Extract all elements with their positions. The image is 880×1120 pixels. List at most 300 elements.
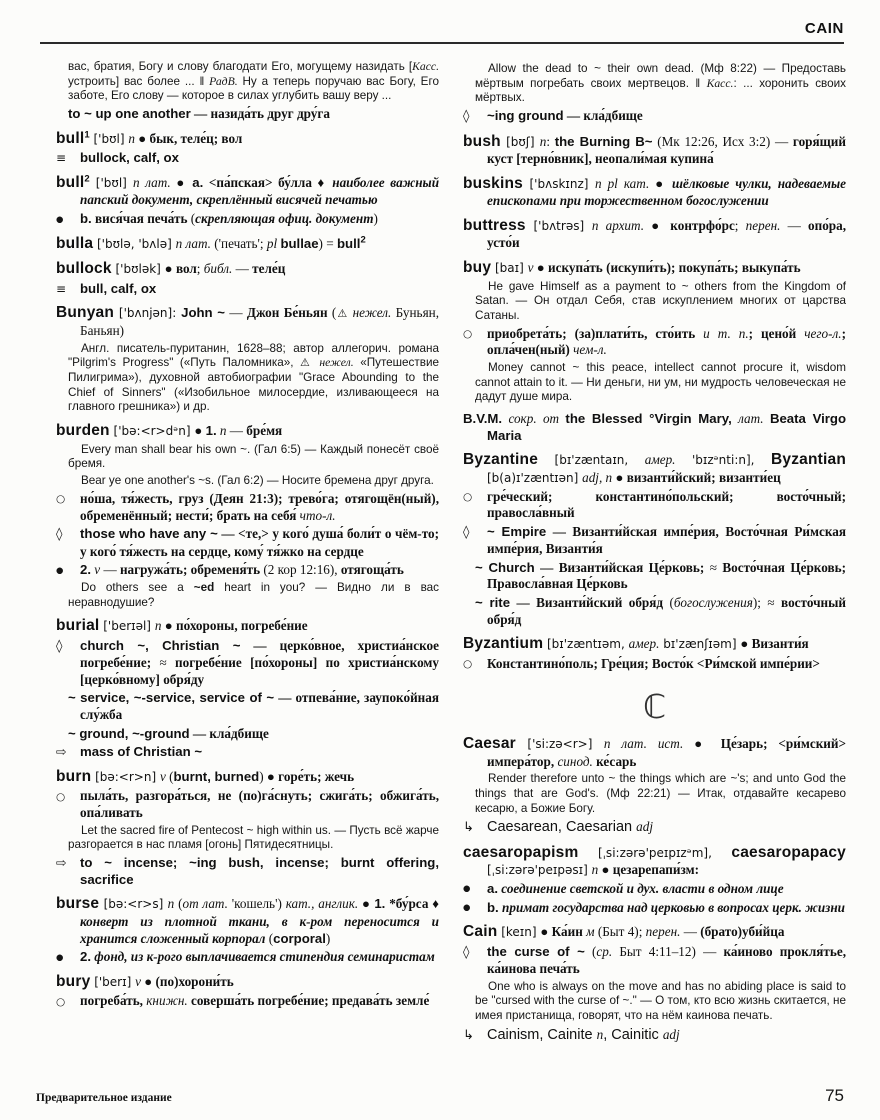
text-segment: ; bbox=[196, 261, 204, 277]
text-segment: (по)хорони́ть bbox=[155, 973, 234, 989]
text-segment: ке́сарь bbox=[592, 753, 637, 769]
headword: Caesar bbox=[463, 735, 516, 753]
text-segment: нагружа́ть; обременя́ть bbox=[119, 562, 261, 578]
text-segment: — bbox=[680, 924, 701, 940]
text-segment: mass of Christian ~ bbox=[80, 744, 203, 760]
text-segment: burnt, burned bbox=[173, 768, 260, 784]
text-segment: Bear ye one another's ~s. (Гал 6:2) — Носите бремена друг друга. bbox=[81, 474, 434, 488]
synonyms-line bbox=[56, 150, 439, 167]
text-segment: ♦ bbox=[311, 174, 333, 190]
loz-marker-icon: ◊ bbox=[463, 944, 470, 960]
text-segment: Буньян, Баньян) bbox=[80, 305, 439, 338]
text-segment: ● bbox=[612, 469, 627, 485]
idiom-line bbox=[56, 638, 439, 689]
derived-words-line bbox=[463, 1026, 846, 1044]
text-segment: <па́пская> бу́лла bbox=[208, 174, 312, 190]
text-segment: n bbox=[219, 423, 227, 439]
dict-entry-burial bbox=[56, 616, 439, 636]
text-segment: по́хороны, погребе́ние bbox=[175, 618, 308, 634]
text-segment: ( bbox=[663, 595, 674, 611]
text-segment: bullock, calf, ox bbox=[80, 150, 179, 166]
text-segment: — Византи́йский обря́д bbox=[510, 595, 664, 611]
text-segment: но́ша, тя́жесть, груз (Деян 21:3); трево́га; отягощён(ный), обременённый; нести́; брать на себя́ bbox=[80, 490, 439, 523]
idiom-line bbox=[463, 524, 846, 558]
text-segment: конверт из плотной ткани, в к-ром переносится и хранится сложенный корпорал bbox=[80, 913, 439, 946]
text-segment: adj, n bbox=[582, 469, 613, 485]
dict-entry-buttress bbox=[463, 216, 846, 252]
headword: caesaropapacy bbox=[731, 843, 846, 861]
text-segment: Ка́ин bbox=[551, 924, 583, 940]
headword: bulla bbox=[56, 234, 94, 252]
section-letter-c bbox=[463, 686, 846, 728]
dot-marker-icon: ● bbox=[56, 565, 64, 576]
content-columns bbox=[56, 60, 846, 1060]
text-segment: Let the sacred fire of Pentecost ~ high within us. — Пусть всё жарче разгорается в нас пламя [огонь] Пятидесятницы. bbox=[68, 823, 439, 852]
text-segment: the Burning B~ bbox=[554, 133, 653, 149]
text-segment: Англ. писатель-пуританин, 1628–88; автор аллегорич. романа "Pilgrim's Progress" («Путь Паломника», bbox=[68, 341, 439, 370]
text-segment: (2 кор 12:16), bbox=[260, 562, 341, 578]
circ-marker-icon: ○ bbox=[463, 328, 473, 341]
text-segment: 1. bbox=[205, 423, 217, 439]
text-segment: искупа́ть (искупи́ть); покупа́ть; выкупа́ть bbox=[548, 260, 801, 275]
extra-translations bbox=[463, 489, 846, 522]
text-segment: ['berɪəl] bbox=[99, 619, 155, 634]
text-segment: : bbox=[546, 133, 555, 149]
text-segment: библ. bbox=[203, 261, 233, 277]
dot-marker-icon: ● bbox=[463, 884, 471, 895]
headword: bullock bbox=[56, 260, 112, 278]
text-segment: ● bbox=[358, 896, 375, 912]
text-segment: Do others see a bbox=[81, 580, 194, 594]
text-segment: Every man shall bear his own ~. (Гал 6:5) — Каждый понесёт своё бремя. bbox=[68, 442, 439, 471]
headword: burial bbox=[56, 617, 100, 635]
text-segment: Cainism, Cainite bbox=[487, 1026, 597, 1043]
bold-phrase bbox=[68, 690, 439, 723]
headword: burse bbox=[56, 895, 100, 913]
dict-entry-burse bbox=[56, 894, 439, 947]
example-quote bbox=[475, 980, 846, 1024]
text-segment: погребе́ние [по́хороны] по христиа́нскому [церко́вному] обря́ду bbox=[80, 655, 439, 687]
eq-marker-icon: ≡ bbox=[56, 151, 67, 166]
text-segment: ● bbox=[649, 175, 672, 191]
text-segment: ка́иново прокля́тье, ка́инова печа́ть bbox=[487, 943, 846, 977]
text-segment: — кла́дбище bbox=[563, 108, 643, 124]
text-segment: ● bbox=[644, 217, 671, 233]
dot-marker-icon: ● bbox=[56, 952, 64, 963]
idiom-line bbox=[463, 108, 846, 125]
circ-marker-icon: ○ bbox=[56, 995, 66, 1008]
text-segment: the Blessed °Virgin Mary, bbox=[565, 411, 732, 427]
text-segment: ● bbox=[164, 261, 176, 277]
text-segment: ['bʊlə, 'bʌlə] bbox=[93, 236, 176, 251]
text-segment: b. bbox=[487, 899, 499, 915]
circ-marker-icon: ○ bbox=[56, 493, 66, 506]
text-segment: ~ Church bbox=[475, 559, 535, 575]
text-segment: — назида́ть друг дру́га bbox=[190, 106, 330, 122]
sense-line bbox=[56, 562, 439, 579]
text-segment: heart in you? — Видно ли в вас неравнодушие? bbox=[68, 580, 439, 609]
text-segment: ~ rite bbox=[475, 595, 511, 611]
text-segment: ℂ bbox=[642, 687, 667, 727]
dict-entry-burn bbox=[56, 767, 439, 787]
synonyms-line bbox=[56, 281, 439, 298]
text-segment: the curse of ~ bbox=[487, 943, 585, 959]
text-segment: примат государства над церковью в вопросах церк. жизни bbox=[502, 899, 845, 915]
text-segment: 1 bbox=[84, 129, 90, 141]
left-column bbox=[56, 60, 439, 1060]
example-quote bbox=[68, 474, 439, 489]
dict-entry-buskins bbox=[463, 174, 846, 210]
text-segment: скрепляющая офиц. документ bbox=[195, 211, 374, 227]
text-segment: 2. bbox=[80, 949, 91, 965]
text-segment: бык, теле́ц; вол bbox=[149, 130, 243, 146]
text-segment: наиболее важный папский документ, скреплённый висячей печатью bbox=[80, 174, 440, 208]
sense-line bbox=[463, 881, 846, 898]
bold-phrase bbox=[68, 106, 439, 123]
sense-line bbox=[56, 949, 439, 966]
text-segment: v bbox=[527, 260, 534, 275]
dict-entry-caesaropapism bbox=[463, 843, 846, 879]
text-segment: Касс. bbox=[412, 60, 439, 73]
text-segment: ['berɪ] bbox=[90, 974, 136, 989]
text-segment: ['bʌnjən]: bbox=[114, 306, 182, 321]
text-segment: «Путешествие Пилигрима»), духовной автобиографии "Grace Abounding to the Chief of Sinners" («Изобильное милосердие, изливающееся на главного грешника») и др. bbox=[68, 356, 439, 414]
headword: buttress bbox=[463, 216, 526, 234]
text-segment: 1. bbox=[374, 896, 386, 912]
text-segment: to ~ up one another bbox=[68, 106, 191, 122]
right-column bbox=[463, 60, 846, 1060]
text-segment: ● bbox=[134, 130, 150, 146]
text-segment: corporal bbox=[273, 930, 326, 946]
text-segment: ( bbox=[174, 896, 183, 912]
text-segment: ● bbox=[533, 260, 549, 275]
text-segment: (Мк 12:26, Исх 3:2) — bbox=[652, 133, 793, 149]
text-segment: м bbox=[586, 924, 595, 940]
text-segment: и т. п. bbox=[703, 325, 749, 341]
text-segment: [bɪ'zæntaɪn, bbox=[538, 453, 645, 468]
der-marker-icon: ↳ bbox=[463, 820, 474, 836]
text-segment: He gave Himself as a payment to ~ others from the Kingdom of Satan. — Он отдал Себя, став искуплением многих от царства Сатаны. bbox=[475, 279, 846, 322]
text-segment: — bbox=[232, 261, 253, 277]
headword: bull bbox=[56, 129, 85, 147]
text-segment: ( bbox=[165, 768, 174, 784]
text-segment: n bbox=[596, 1026, 604, 1042]
text-segment: нежел. bbox=[348, 305, 392, 321]
text-segment: кат., англик. bbox=[285, 896, 359, 912]
text-segment: горе́ть; жечь bbox=[278, 768, 355, 784]
example-quote bbox=[68, 581, 439, 610]
text-segment: сокр. от bbox=[508, 411, 560, 427]
text-segment: [bə:<r>n] bbox=[91, 769, 160, 784]
bold-phrase bbox=[68, 726, 439, 743]
text-segment: ; bbox=[734, 217, 746, 233]
headword: Cain bbox=[463, 923, 498, 941]
text-segment: Византи́я bbox=[751, 636, 809, 652]
text-segment: восто́чный обря́д bbox=[487, 595, 846, 627]
text-segment: книжн. bbox=[146, 993, 188, 1009]
text-segment: [bə:<r>s] bbox=[99, 897, 168, 912]
text-segment: John ~ bbox=[181, 305, 226, 321]
text-segment: v bbox=[135, 973, 141, 989]
dict-entry-bvm bbox=[463, 411, 846, 444]
text-segment: отягоща́ть bbox=[340, 562, 404, 578]
text-segment: цезарепапи́зм: bbox=[612, 862, 699, 878]
text-segment: — bbox=[225, 305, 247, 321]
text-segment: опо́ра, усто́и bbox=[487, 217, 847, 251]
loz-marker-icon: ◊ bbox=[56, 638, 63, 654]
example-quote bbox=[68, 443, 439, 472]
text-segment: — bbox=[780, 217, 808, 233]
dict-entry-bull-1 bbox=[56, 129, 439, 149]
headword: burden bbox=[56, 422, 110, 440]
text-segment: 'bɪzᵊnti:n], bbox=[675, 453, 771, 468]
text-segment: (брато)уби́йца bbox=[700, 924, 785, 940]
text-segment: bull, calf, ox bbox=[80, 280, 157, 296]
text-segment: — Византи́йская импе́рия, Восто́чная Ри́мская импе́рия, Византи́я bbox=[487, 523, 846, 557]
text-segment: (Быт 4); bbox=[594, 924, 646, 940]
text-segment: n bbox=[154, 618, 162, 634]
extra-translations bbox=[463, 656, 846, 673]
circ-marker-icon: ○ bbox=[56, 790, 66, 803]
text-segment: ['bə:<r>dᵊn] bbox=[109, 424, 195, 439]
text-segment: амер. bbox=[644, 452, 676, 468]
text-segment: ~ ground, ~-ground bbox=[68, 725, 190, 741]
text-segment: ( bbox=[265, 930, 274, 946]
dict-entry-buy bbox=[463, 258, 846, 278]
text-segment: adj bbox=[662, 1026, 680, 1042]
text-segment: погреба́ть, bbox=[80, 993, 147, 1009]
arr-marker-icon: ⇨ bbox=[56, 855, 67, 871]
text-segment: n bbox=[128, 130, 135, 146]
text-segment: n bbox=[591, 862, 599, 878]
text-segment: ); ≈ bbox=[752, 595, 782, 611]
dict-entry-byzantine bbox=[463, 450, 846, 486]
text-segment: Ну а теперь поручаю вас Богу, Его заботе, Его слову — которое в силах углубить вашу веру ... bbox=[68, 74, 439, 103]
text-segment: ['si:zə<r>] bbox=[515, 737, 604, 752]
text-segment: v bbox=[94, 562, 101, 578]
text-segment: византи́йский; византи́ец bbox=[626, 469, 781, 485]
text-segment: фонд, из к-рого выплачивается стипендия семинаристам bbox=[94, 949, 435, 965]
text-segment: bull bbox=[336, 235, 361, 251]
text-segment: Джон Бе́ньян bbox=[246, 305, 328, 321]
sense-line bbox=[56, 211, 439, 228]
text-segment: [bʊʃ] bbox=[500, 134, 540, 149]
text-segment: n лат. ист. bbox=[603, 736, 684, 752]
headword: Byzantium bbox=[463, 635, 544, 653]
text-segment: [b(a)ɪ'zæntɪən] bbox=[487, 470, 583, 485]
text-segment: n лат. bbox=[132, 174, 171, 190]
text-segment: Це́зарь; <ри́мский> импера́тор, bbox=[487, 736, 847, 769]
text-segment: чем-л. bbox=[573, 342, 607, 358]
text-segment: ['bʌtrəs] bbox=[525, 218, 592, 233]
text-segment: ● bbox=[161, 618, 176, 634]
text-segment: ~ed bbox=[193, 580, 215, 594]
text-segment: лат. bbox=[738, 411, 764, 427]
text-segment: теле́ц bbox=[252, 261, 286, 277]
text-segment: богослужения bbox=[673, 595, 753, 611]
page-header bbox=[40, 20, 844, 44]
text-segment: [bɪ'zæntɪəm, bbox=[543, 637, 629, 652]
text-segment: чего-л. bbox=[804, 325, 842, 341]
text-segment: амер. bbox=[628, 636, 660, 652]
text-segment: Касс. bbox=[706, 76, 734, 90]
headword: Byzantian bbox=[770, 451, 846, 469]
page-number: 75 bbox=[825, 1086, 844, 1105]
text-segment: ( bbox=[187, 211, 196, 227]
loz-marker-icon: ◊ bbox=[463, 109, 470, 125]
bold-phrase bbox=[475, 560, 846, 593]
dict-entry-burden bbox=[56, 421, 439, 441]
text-segment: 'кошель') bbox=[227, 896, 286, 912]
see-also-line bbox=[56, 744, 439, 761]
text-segment: ( bbox=[584, 943, 597, 959]
text-segment: — церко́вное, христиа́нское погребе́ние; bbox=[80, 637, 439, 671]
text-segment: ≈ bbox=[151, 655, 176, 671]
text-segment: ) bbox=[325, 930, 331, 946]
text-segment: контрфо́рс bbox=[670, 217, 735, 233]
text-segment: шёлковые чулки, надеваемые епископами при торжественном богослужении bbox=[487, 175, 846, 209]
text-segment: [ˌsi:zərə'peɪpəsɪ] bbox=[487, 863, 592, 878]
text-segment: ~ Empire bbox=[487, 523, 547, 539]
text-segment: вися́чая печа́ть bbox=[95, 211, 188, 227]
text-segment: что-л. bbox=[299, 507, 336, 523]
text-segment: One who is always on the move and has no abiding place is said to be "cursed with the curse of ~." — О том, кто всю жизнь скитается, не имея пристанища, говорят, что на нём каинова печать. bbox=[475, 979, 846, 1023]
text-segment: бре́мя bbox=[246, 423, 283, 439]
text-segment: [baɪ] bbox=[491, 261, 528, 275]
extra-translations bbox=[56, 993, 439, 1010]
text-segment: , Cainitic bbox=[603, 1026, 663, 1043]
text-segment: pl bbox=[266, 235, 278, 251]
text-segment: ≈ bbox=[704, 559, 723, 575]
text-segment: to ~ incense; ~ing bush, incense; burnt offering, sacrifice bbox=[80, 855, 439, 887]
encyclopedic-note bbox=[68, 342, 439, 416]
text-segment: перен. bbox=[645, 924, 681, 940]
text-segment: РадВ. bbox=[209, 74, 238, 88]
warning-icon: ⚠ bbox=[300, 356, 314, 370]
headword: bury bbox=[56, 972, 91, 990]
text-segment: приобрета́ть; (за)плати́ть, сто́ить bbox=[487, 325, 704, 341]
loz-marker-icon: ◊ bbox=[463, 524, 470, 540]
text-segment: Render therefore unto ~ the things which are ~'s; and unto God the things that are God's. (Мф 22:21) — Итак, отдавайте кесарево кесарю, а Божие Богу. bbox=[475, 772, 846, 815]
text-segment: соверша́ть погребе́ние; предава́ть земле́ bbox=[187, 993, 430, 1009]
text-segment: ● bbox=[170, 174, 193, 190]
text-segment: a. bbox=[487, 880, 498, 896]
text-segment: n архит. bbox=[591, 217, 645, 233]
extra-translations bbox=[463, 326, 846, 359]
text-segment: b. bbox=[80, 211, 92, 227]
example-quote bbox=[475, 361, 846, 405]
text-segment: those who have any ~ bbox=[80, 526, 218, 542]
text-segment: church ~, Christian ~ bbox=[80, 637, 241, 653]
example-quote bbox=[68, 824, 439, 853]
text-segment: вол bbox=[175, 261, 197, 277]
der-marker-icon: ↳ bbox=[463, 1027, 474, 1043]
dict-entry-bury bbox=[56, 972, 439, 992]
idiom-line bbox=[56, 526, 439, 560]
text-segment: Money cannot ~ this peace, intellect cannot procure it, wisdom cannot attain to it. — Ни деньги, ни ум, ни мудрость человеческая не дадут душе мира. bbox=[475, 360, 846, 404]
dict-entry-bush bbox=[463, 132, 846, 168]
text-segment: Константино́поль; Гре́ция; Восто́к <Ри́мской импе́рии> bbox=[487, 655, 820, 671]
arr-marker-icon: ⇨ bbox=[56, 744, 67, 760]
text-segment: — Византи́йская Це́рковь; bbox=[534, 559, 705, 575]
dict-entry-bunyan bbox=[56, 303, 439, 339]
text-segment: Beata Virgo Maria bbox=[487, 411, 847, 443]
bold-phrase bbox=[475, 595, 846, 628]
text-segment: Быт 4:11–12) — bbox=[612, 943, 724, 959]
text-segment: ['bʊl] bbox=[89, 175, 133, 190]
text-segment: ['bʊlək] bbox=[111, 262, 165, 277]
text-segment: ~ing ground bbox=[487, 108, 564, 124]
text-segment: — отпева́ние, заупоко́йная слу́жба bbox=[80, 690, 439, 723]
text-segment: ● bbox=[194, 423, 206, 439]
text-segment: a. bbox=[192, 174, 204, 190]
text-segment: устроить] вас более ... ‖ bbox=[68, 74, 210, 88]
example-quote bbox=[475, 280, 846, 324]
text-segment: от лат. bbox=[182, 896, 228, 912]
headword: buy bbox=[463, 259, 492, 276]
dict-entry-cain bbox=[463, 922, 846, 942]
running-head: CAIN bbox=[804, 20, 844, 37]
text-segment: Caesarean, Caesarian bbox=[487, 819, 637, 836]
dict-entry-bulla bbox=[56, 234, 439, 254]
loz-marker-icon: ◊ bbox=[56, 527, 63, 543]
text-segment: ● bbox=[540, 924, 552, 940]
text-segment: n bbox=[539, 133, 547, 149]
dot-marker-icon: ● bbox=[56, 214, 64, 225]
text-segment: Allow the dead to ~ their own dead. (Мф 8:22) — Предоставь мёртвым погребать своих мертвецов. ‖ bbox=[475, 62, 846, 90]
circ-marker-icon: ○ bbox=[463, 658, 473, 671]
text-segment: ) ● bbox=[259, 768, 279, 784]
extra-translations bbox=[56, 491, 439, 524]
text-segment: ('печать'; bbox=[210, 235, 267, 251]
example-quote bbox=[475, 62, 846, 106]
text-segment: нежел. bbox=[313, 356, 354, 370]
headword: Byzantine bbox=[463, 451, 539, 469]
headword: Bunyan bbox=[56, 304, 115, 322]
text-segment: ; цено́й bbox=[748, 325, 805, 341]
text-segment: вас, братия, Богу и слову благодати Его, могущему назидать [ bbox=[68, 60, 413, 73]
text-segment: Восто́чная Це́рковь; Правосла́вная Це́рковь bbox=[487, 559, 846, 592]
see-also-line bbox=[56, 855, 439, 888]
edition-note: Предварительное издание bbox=[36, 1092, 172, 1104]
text-segment: пыла́ть, разгора́ться, не (по)га́снуть; сжига́ть; обжига́ть, опа́ливать bbox=[80, 788, 439, 821]
text-segment: ♦ bbox=[428, 896, 439, 912]
text-segment: ( bbox=[327, 305, 337, 321]
headword: bull bbox=[56, 173, 85, 191]
text-segment: ['bʊl] bbox=[89, 131, 129, 146]
text-segment: : ... хоронить своих мёртвых. bbox=[475, 76, 846, 105]
text-segment: ~ service, ~-service, service of ~ bbox=[68, 690, 275, 706]
text-segment: ['bʌskɪnz] bbox=[522, 176, 595, 191]
continuation-paragraph bbox=[68, 60, 439, 104]
text-segment: перен. bbox=[745, 217, 781, 233]
text-segment: n pl кат. bbox=[594, 175, 650, 191]
text-segment: 2 bbox=[360, 234, 366, 246]
headword: caesaropapism bbox=[463, 843, 579, 861]
text-segment: соединение светской и дух. власти в одном лице bbox=[501, 880, 784, 896]
text-segment: 2 bbox=[84, 173, 90, 185]
text-segment: [keɪn] bbox=[497, 925, 541, 940]
text-segment: синод. bbox=[557, 753, 593, 769]
text-segment: горя́щий куст [терно́вник], неопали́мая купина́ bbox=[487, 133, 846, 167]
warning-icon: ⚠ bbox=[336, 307, 349, 321]
text-segment: — кла́дбище bbox=[189, 725, 269, 741]
text-segment: ) = bbox=[318, 235, 337, 251]
dict-entry-caesar bbox=[463, 734, 846, 770]
derived-words-line bbox=[463, 818, 846, 836]
example-quote bbox=[475, 772, 846, 816]
text-segment: ; опла́чен(ный) bbox=[487, 325, 846, 358]
